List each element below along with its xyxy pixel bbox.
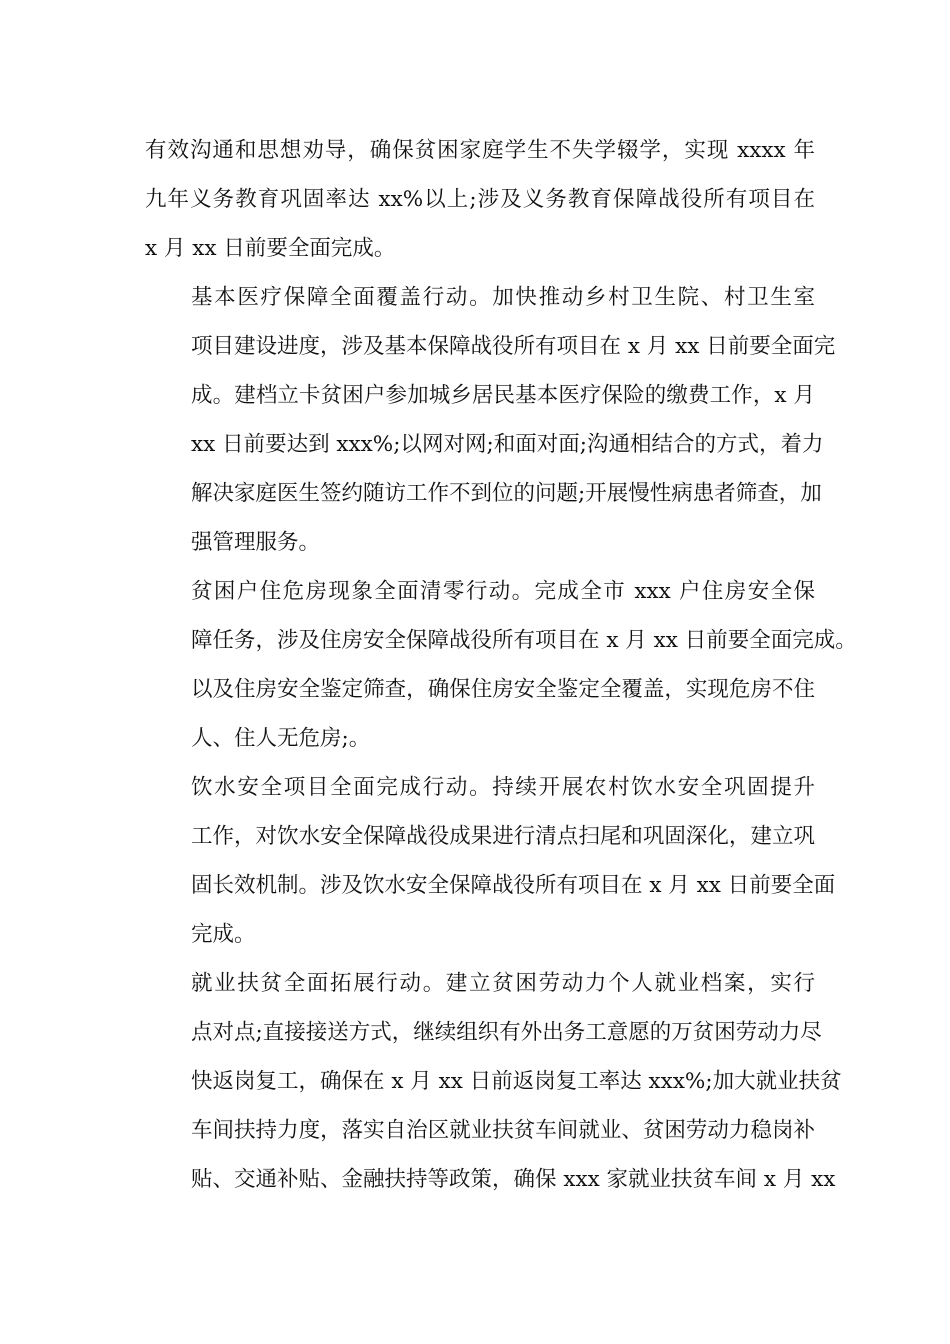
text-line: xx 日前要达到 xxx%;以网对网;和面对面;沟通相结合的方式，着力: [191, 432, 824, 457]
text-line: 快返岗复工，确保在 x 月 xx 日前返岗复工率达 xxx%;加大就业扶贫: [191, 1069, 842, 1094]
paragraph: [145, 567, 857, 763]
text-line: 工作，对饮水安全保障战役成果进行清点扫尾和巩固深化，建立巩: [191, 824, 815, 849]
text-line: 完成。: [191, 922, 256, 947]
text-line: 基本医疗保障全面覆盖行动。加快推动乡村卫生院、村卫生室: [191, 285, 815, 310]
text-line: 车间扶持力度，落实自治区就业扶贫车间就业、贫困劳动力稳岗补: [191, 1118, 815, 1143]
paragraph: [145, 763, 836, 959]
paragraph: [145, 959, 842, 1204]
text-line: 障任务，涉及住房安全保障战役所有项目在 x 月 xx 日前要全面完成。: [191, 628, 857, 653]
text-line: 贫困户住危房现象全面清零行动。完成全市 xxx 户住房安全保: [191, 579, 815, 604]
text-line: 人、住人无危房;。: [191, 726, 371, 751]
text-line: 饮水安全项目全面完成行动。持续开展农村饮水安全巩固提升: [191, 775, 815, 800]
text-line: 成。建档立卡贫困户参加城乡居民基本医疗保险的缴费工作，x 月: [191, 383, 815, 408]
text-line: x 月 xx 日前要全面完成。: [145, 236, 396, 261]
text-line: 固长效机制。涉及饮水安全保障战役所有项目在 x 月 xx 日前要全面: [191, 873, 836, 898]
text-line: 以及住房安全鉴定筛查，确保住房安全鉴定全覆盖，实现危房不住: [191, 677, 815, 702]
text-line: 就业扶贫全面拓展行动。建立贫困劳动力个人就业档案，实行: [191, 971, 815, 996]
paragraph: [145, 273, 836, 567]
text-line: 贴、交通补贴、金融扶持等政策，确保 xxx 家就业扶贫车间 x 月 xx: [191, 1167, 836, 1192]
text-line: 强管理服务。: [191, 530, 321, 555]
text-line: 有效沟通和思想劝导，确保贫困家庭学生不失学辍学，实现 xxxx 年: [145, 138, 815, 163]
text-line: 点对点;直接接送方式，继续组织有外出务工意愿的万贫困劳动力尽: [191, 1020, 822, 1045]
text-line: 项目建设进度，涉及基本保障战役所有项目在 x 月 xx 日前要全面完: [191, 334, 836, 359]
text-line: 九年义务教育巩固率达 xx%以上;涉及义务教育保障战役所有项目在: [145, 187, 815, 212]
document-body: [145, 126, 857, 1204]
text-line: 解决家庭医生签约随访工作不到位的问题;开展慢性病患者筛查，加: [191, 481, 822, 506]
paragraph: [145, 126, 815, 273]
